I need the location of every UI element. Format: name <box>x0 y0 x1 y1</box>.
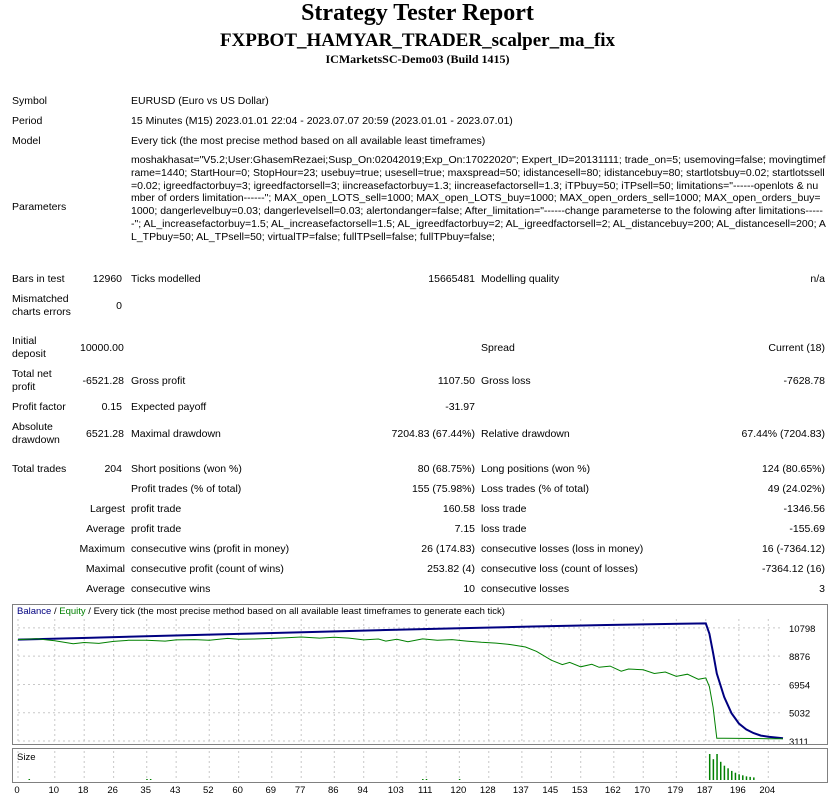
x-tick-label: 145 <box>542 785 559 796</box>
long-value: 124 (80.65%) <box>761 463 825 475</box>
netprofit-value: -6521.28 <box>82 375 124 387</box>
x-tick-label: 111 <box>418 785 433 796</box>
volume-bar <box>724 766 726 780</box>
ltrades-value: 49 (24.02%) <box>767 483 825 495</box>
bars-value: 12960 <box>92 273 122 285</box>
period-label: Period <box>12 115 43 127</box>
trades-value: 204 <box>104 463 122 475</box>
maximum-label: Maximum <box>79 543 125 555</box>
largest-loss-value: -1346.56 <box>783 503 825 515</box>
max-losses-value: 16 (-7364.12) <box>761 543 825 555</box>
volume-bar <box>753 777 755 780</box>
x-tick-label: 0 <box>14 785 20 796</box>
model-value: Every tick (the most precise method based on all available least timeframes) <box>131 135 486 147</box>
x-tick-label: 43 <box>169 785 181 796</box>
average-loss-label: loss trade <box>481 523 527 535</box>
grossprofit-value: 1107.50 <box>437 375 475 387</box>
y-tick-label: 3111 <box>789 737 809 744</box>
size-chart-plot <box>13 749 827 782</box>
x-tick-label: 128 <box>479 785 496 796</box>
parameters-label: Parameters <box>12 201 67 213</box>
largest-label: Largest <box>89 503 125 515</box>
volume-bar <box>727 768 729 780</box>
x-tick-label: 10 <box>48 785 60 796</box>
volume-bar <box>426 779 428 780</box>
long-label: Long positions (won %) <box>481 463 591 475</box>
chart-legend <box>17 606 505 617</box>
mismatch-label: Mismatched charts errors <box>12 293 71 318</box>
symbol-label: Symbol <box>12 95 48 107</box>
reldd-label: Relative drawdown <box>481 428 570 440</box>
pf-value: 0.15 <box>101 401 122 413</box>
report-title: Strategy Tester Report <box>301 0 534 26</box>
x-tick-label: 18 <box>77 785 89 796</box>
quality-label: Modelling quality <box>481 273 560 285</box>
legend-equity: Equity <box>59 606 86 617</box>
ptrades-label: Profit trades (% of total) <box>131 483 242 495</box>
volume-bar <box>422 779 424 780</box>
avg-losses-value: 3 <box>819 583 825 595</box>
volume-bar <box>731 771 733 780</box>
avg-wins-value: 10 <box>463 583 475 595</box>
maxdd-value: 7204.83 (67.44%) <box>391 428 475 440</box>
period-value: 15 Minutes (M15) 2023.01.01 22:04 - 2023.07.07 20:59 (2023.01.01 - 2023.07.01) <box>131 115 513 127</box>
y-tick-label: 5032 <box>789 708 811 720</box>
reldd-value: 67.44% (7204.83) <box>741 428 825 440</box>
x-tick-label: 52 <box>202 785 214 796</box>
average-label: Average <box>86 523 125 535</box>
spread-label: Spread <box>481 342 515 354</box>
volume-bar <box>709 754 711 780</box>
volume-bar <box>720 762 722 780</box>
mismatch-value: 0 <box>116 300 122 312</box>
symbol-value: EURUSD (Euro vs US Dollar) <box>131 95 269 107</box>
x-tick-label: 153 <box>571 785 588 796</box>
max-wins-label: consecutive wins (profit in money) <box>131 543 290 555</box>
model-label: Model <box>12 135 41 147</box>
balance-chart-plot <box>13 605 827 744</box>
maxdd-label: Maximal drawdown <box>131 428 221 440</box>
volume-bar <box>749 777 751 780</box>
y-tick-label: 10798 <box>789 623 816 635</box>
x-tick-label: 26 <box>107 785 118 796</box>
balance-chart <box>12 604 828 745</box>
size-label: Size <box>17 752 36 763</box>
avg-losses-label: consecutive losses <box>481 583 570 595</box>
legend-model: / Every tick (the most precise method based on all available least timeframes to generate each tick) <box>85 606 505 617</box>
x-tick-label: 120 <box>450 785 467 796</box>
volume-bar <box>742 775 744 780</box>
volume-bar <box>146 779 148 780</box>
absdd-label: Absolute drawdown <box>12 421 60 446</box>
spread-value: Current (18) <box>768 342 825 354</box>
parameters-value: moshakhasat="V5.2;User:GhasemRezaei;Susp_On:02042019;Exp_On:17022020"; Expert_ID=20131111; trade_on=5; usemoving=false; movingtimeframe=1440; StartHour=0; StopHour=23; usebuy=true; usesell=true; maxspread=50; idistancesell=80; idistancebuy=80; startlotsbuy=0.02; startlotssell=0.02; igreedfactorbuy=3; igreedfactorsell=3; iincreasefactorbuy=1.3; iincreasefactorsell=1.3; iTPbuy=50; iTPsell=50; limitations="------openlots & number of orders limitation------"; MAX_open_LOTS_sell=1000; MAX_open_LOTS_buy=1000; MAX_open_orders_sell=1000; MAX_open_orders_buy=1000; dangerlevelbuy=0.03; dangerlevelsell=0.03; alertondanger=false; After_limitation="------change parameterse to the folowing after limitations------"; AL_increasefactorbuy=1.5; AL_increasefactorsell=1.5; AL_igreedfactorbuy=2; AL_igreedfactorsell=2; AL_distancebuy=200; AL_distancesell=200; AL_TPbuy=50; AL_TPsell=50; virtualTP=false; fullTPsell=false; fullTPbuy=false; <box>131 154 826 243</box>
legend-sep: / <box>51 606 60 617</box>
ticks-value: 15665481 <box>428 273 475 285</box>
maximal-profit-value: 253.82 (4) <box>427 563 475 575</box>
volume-bar <box>29 779 31 780</box>
y-tick-label: 8876 <box>789 652 811 664</box>
grossprofit-label: Gross profit <box>131 375 186 387</box>
x-tick-label: 170 <box>634 785 651 796</box>
deposit-value: 10000.00 <box>80 342 124 354</box>
x-tick-label: 35 <box>140 785 152 796</box>
max-losses-label: consecutive losses (loss in money) <box>481 543 644 555</box>
x-tick-label: 162 <box>604 785 621 796</box>
maximal-profit-label: consecutive profit (count of wins) <box>131 563 284 575</box>
x-tick-label: 103 <box>387 785 404 796</box>
average-loss-value: -155.69 <box>789 523 825 535</box>
legend-balance: Balance <box>17 606 52 617</box>
bars-label: Bars in test <box>12 273 65 285</box>
ticks-label: Ticks modelled <box>131 273 201 285</box>
ep-value: -31.97 <box>445 401 475 413</box>
series-line-equity <box>18 637 783 739</box>
short-label: Short positions (won %) <box>131 463 242 475</box>
average2-label: Average <box>86 583 125 595</box>
maximal-loss-label: consecutive loss (count of losses) <box>481 563 638 575</box>
average-profit-value: 7.15 <box>454 523 475 535</box>
server-name: ICMarketsSC-Demo03 (Build 1415) <box>325 52 510 66</box>
size-chart <box>12 748 828 783</box>
largest-profit-label: profit trade <box>131 503 182 515</box>
ltrades-label: Loss trades (% of total) <box>481 483 589 495</box>
x-tick-label: 77 <box>294 785 306 796</box>
ptrades-value: 155 (75.98%) <box>411 483 475 495</box>
largest-profit-value: 160.58 <box>442 503 475 515</box>
ep-label: Expected payoff <box>131 401 207 413</box>
short-value: 80 (68.75%) <box>417 463 475 475</box>
pf-label: Profit factor <box>12 401 66 413</box>
x-tick-label: 204 <box>759 785 776 796</box>
volume-bar <box>150 779 152 780</box>
x-tick-label: 196 <box>729 785 746 796</box>
x-tick-label: 86 <box>328 785 339 796</box>
x-tick-label: 187 <box>696 785 713 796</box>
volume-bar <box>738 774 740 780</box>
trades-label: Total trades <box>12 463 67 475</box>
x-tick-label: 69 <box>265 785 277 796</box>
x-tick-label: 179 <box>667 785 684 796</box>
x-tick-label: 60 <box>232 785 243 796</box>
y-tick-label: 6954 <box>789 680 811 692</box>
deposit-label: Initial deposit <box>12 335 46 360</box>
grossloss-value: -7628.78 <box>783 375 825 387</box>
expert-name: FXPBOT_HAMYAR_TRADER_scalper_ma_fix <box>219 30 616 51</box>
quality-value: n/a <box>810 273 825 285</box>
netprofit-label: Total net profit <box>12 368 52 393</box>
average-profit-label: profit trade <box>131 523 182 535</box>
volume-bar <box>735 773 737 780</box>
max-wins-value: 26 (174.83) <box>421 543 475 555</box>
volume-bar <box>716 754 718 780</box>
volume-bar <box>459 779 461 780</box>
maximal-label: Maximal <box>85 563 125 575</box>
avg-wins-label: consecutive wins <box>131 583 211 595</box>
absdd-value: 6521.28 <box>86 428 124 440</box>
volume-bar <box>746 776 748 780</box>
maximal-loss-value: -7364.12 (16) <box>761 563 825 575</box>
largest-loss-label: loss trade <box>481 503 527 515</box>
x-tick-label: 94 <box>357 785 369 796</box>
volume-bar <box>713 759 715 780</box>
grossloss-label: Gross loss <box>481 375 531 387</box>
x-tick-label: 137 <box>512 785 529 796</box>
